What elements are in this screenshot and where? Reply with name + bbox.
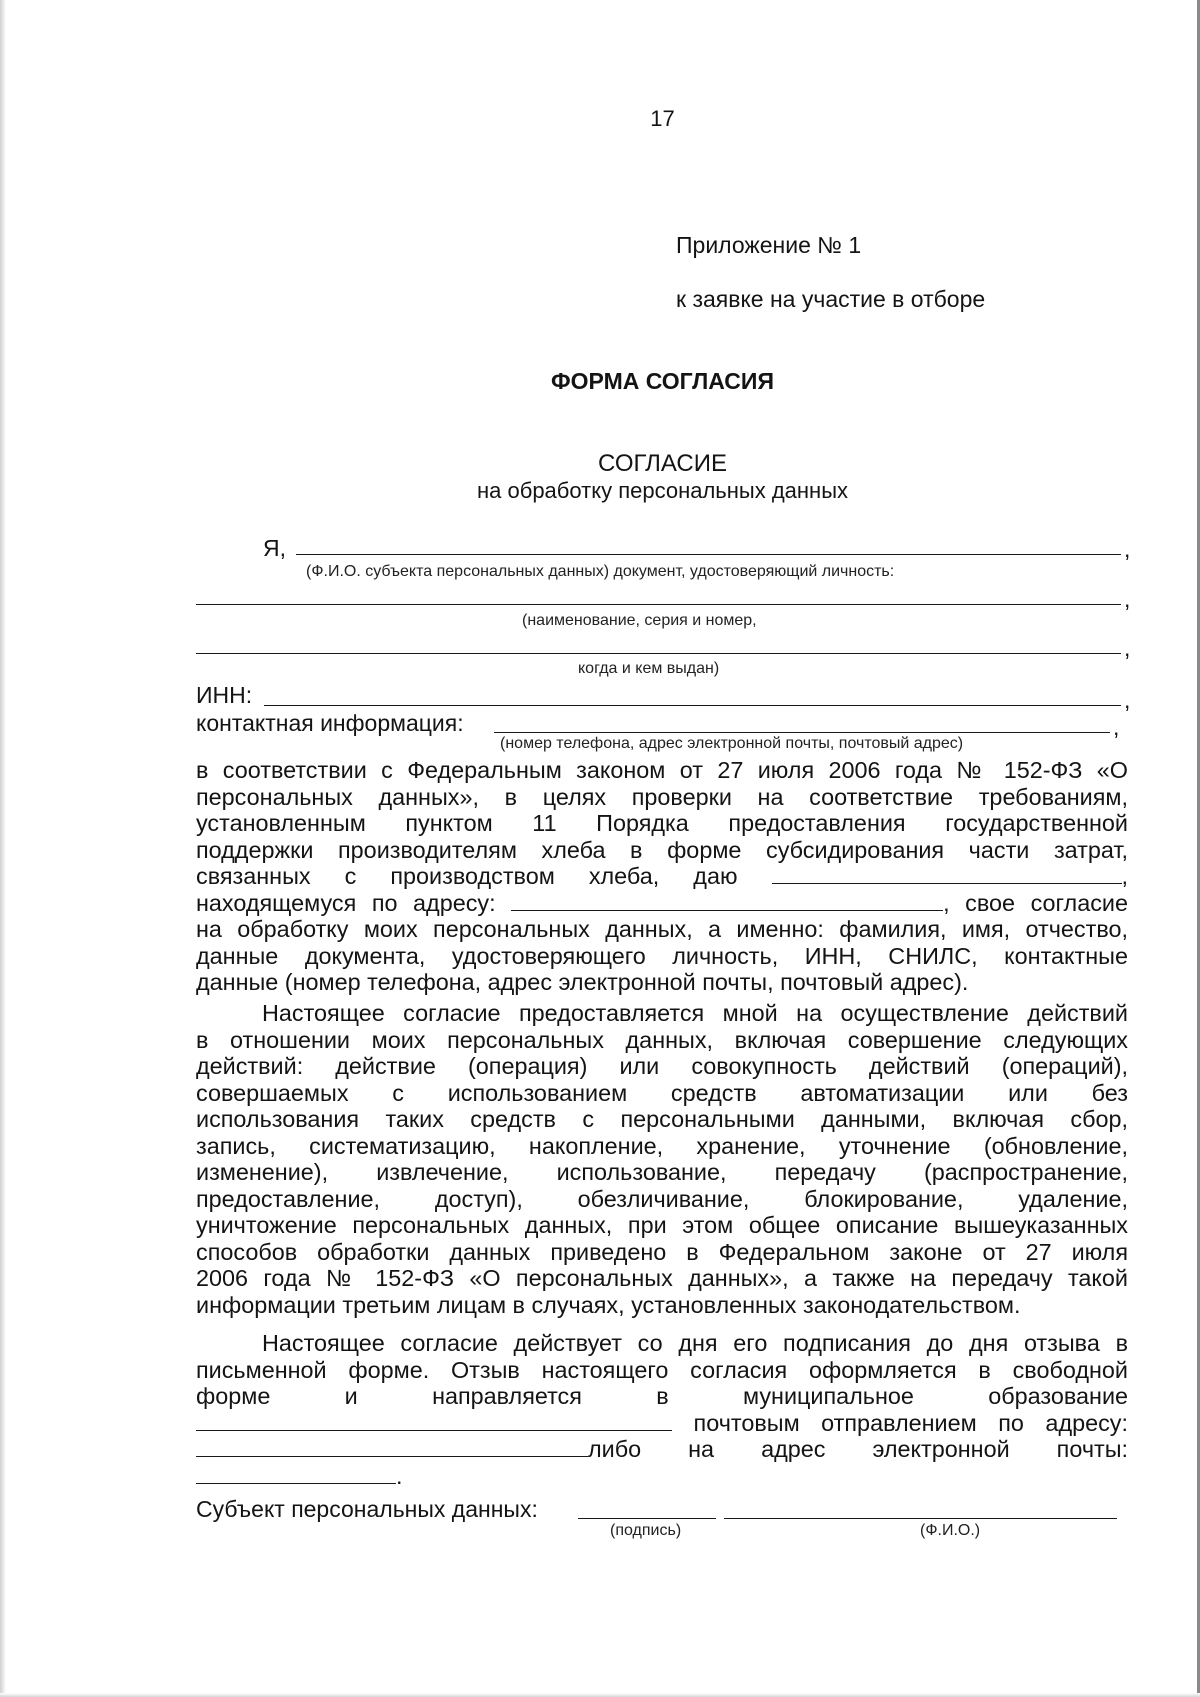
consent-title: СОГЛАСИЕ [598, 450, 727, 477]
appendix-number: Приложение № 1 [676, 232, 862, 258]
text-word: с [344, 863, 357, 889]
text-line: совершаемых с использованием средств автоматизации или без [196, 1079, 1128, 1106]
text-word: в [656, 1383, 669, 1409]
text-word: производством [390, 863, 555, 889]
i-label: Я, [263, 535, 286, 561]
text-word: форме [196, 1383, 271, 1409]
text-line: способов обработки данных приведено в Федеральном законе от 27 июля [196, 1238, 1128, 1265]
signature-name-hint: (Ф.И.О.) [920, 1522, 981, 1539]
text-line: персональных данных», в целях проверки на соответствие требованиям, [196, 783, 1128, 810]
text-line: письменной форме. Отзыв настоящего согласия оформляется в свободной [196, 1356, 1128, 1383]
text-line: 2006 года № 152-ФЗ «О персональных данных», а также на передачу такой [196, 1265, 1128, 1291]
paragraph-basis [196, 757, 1128, 996]
text-word: на [688, 1436, 715, 1462]
municipality-field[interactable] [196, 1412, 672, 1431]
document-issued-field[interactable] [196, 653, 1121, 654]
document-name-field[interactable] [196, 604, 1121, 605]
appendix-caption: к заявке на участие в отборе [676, 286, 986, 312]
scan-edge-bottom [0, 1693, 1200, 1697]
form-title: ФОРМА СОГЛАСИЯ [551, 368, 774, 394]
document-issued-hint: когда и кем выдан) [578, 660, 720, 677]
recipient-address-field[interactable] [511, 892, 943, 911]
text-line: в отношении моих персональных данных, включая совершение следующих [196, 1026, 1128, 1053]
text-line: поддержки производителям хлеба в форме субсидирования части затрат, [196, 836, 1128, 863]
recipient-field[interactable] [772, 865, 1122, 884]
consent-phrase: , свое согласие [943, 889, 1128, 916]
page-number: 17 [650, 106, 675, 131]
text-line [196, 1383, 1128, 1410]
contact-field[interactable] [494, 732, 1110, 733]
text-line [196, 1410, 1128, 1437]
text-line: Настоящее согласие предоставляется мной на осуществление действий [262, 1000, 1128, 1026]
fullname-comma: , [1124, 536, 1131, 562]
text-line: действий: действие (операция) или совокупность действий (операций), [196, 1053, 1128, 1079]
text-line: данные документа, удостоверяющего личность, ИНН, СНИЛС, контактные [196, 942, 1128, 969]
text-line: предоставление, доступ), обезличивание, блокирование, удаление, [196, 1185, 1128, 1212]
text-line: изменение), извлечение, использование, передачу (распространение, [196, 1159, 1128, 1185]
signature-field[interactable] [578, 1518, 716, 1519]
paragraph-validity [196, 1330, 1128, 1489]
fullname-hint: (Ф.И.О. субъекта персональных данных) документ, удостоверяющий личность: [306, 563, 895, 580]
text-line: данные (номер телефона, адрес электронной почты, почтовый адрес). [196, 969, 969, 995]
paragraph-scope [196, 1000, 1128, 1318]
contact-comma: , [1113, 714, 1120, 740]
text-line: использования таких средств с персональными данными, включая сбор, [196, 1106, 1128, 1132]
address-label: находящемуся по адресу: [196, 889, 496, 916]
text-line [196, 863, 1128, 890]
text-line: Настоящее согласие действует со дня его подписания до дня отзыва в [262, 1330, 1128, 1356]
document-issued-comma: , [1124, 635, 1131, 661]
inn-comma: , [1124, 687, 1131, 713]
text-word: почты: [1056, 1436, 1129, 1462]
fullname-field[interactable] [296, 554, 1121, 555]
text-line [196, 890, 1128, 917]
text-line: запись, систематизацию, накопление, хранение, уточнение (обновление, [196, 1132, 1128, 1159]
postal-address-field[interactable] [196, 1438, 588, 1457]
text-line: в соответствии с Федеральным законом от 27 июля 2006 года № 152-ФЗ «О [196, 757, 1128, 783]
text-word: образование [988, 1383, 1129, 1409]
text-word: адрес [761, 1436, 826, 1462]
text-word: направляется [432, 1383, 582, 1409]
text-word: хлеба, [588, 863, 660, 889]
text-word: либо [588, 1436, 642, 1462]
text-word: и [344, 1383, 358, 1409]
text-word: связанных [196, 863, 311, 889]
text-line: уничтожение персональных данных, при этом общее описание вышеуказанных [196, 1212, 1128, 1238]
scan-edge-left [0, 0, 6, 1697]
document-name-comma: , [1124, 586, 1131, 612]
text-word: электронной [872, 1436, 1010, 1462]
text-word: муниципальное [742, 1383, 914, 1409]
inn-field[interactable] [264, 705, 1121, 706]
recipient-comma: , [1121, 863, 1129, 889]
text-line: на обработку моих персональных данных, а именно: фамилия, имя, отчество, [196, 916, 1128, 942]
signature-name-field[interactable] [724, 1518, 1117, 1519]
text-line [196, 1463, 1128, 1490]
signature-label: Субъект персональных данных: [196, 1496, 538, 1522]
text-line [196, 1436, 1128, 1463]
inn-label: ИНН: [196, 682, 253, 708]
text-word: даю [693, 863, 738, 889]
email-field[interactable] [196, 1465, 396, 1484]
text-line: информации третьим лицам в случаях, установленных законодательством. [196, 1291, 1021, 1318]
contact-hint: (номер телефона, адрес электронной почты, почтовый адрес) [500, 735, 964, 752]
postal-phrase: почтовым отправлением по адресу: [693, 1409, 1128, 1436]
email-period: . [396, 1462, 403, 1489]
text-line: установленным пунктом 11 Порядка предоставления государственной [196, 810, 1128, 836]
signature-hint: (подпись) [610, 1522, 682, 1539]
consent-subtitle: на обработку персональных данных [476, 478, 849, 503]
document-name-hint: (наименование, серия и номер, [522, 612, 757, 629]
contact-label: контактная информация: [196, 710, 464, 736]
